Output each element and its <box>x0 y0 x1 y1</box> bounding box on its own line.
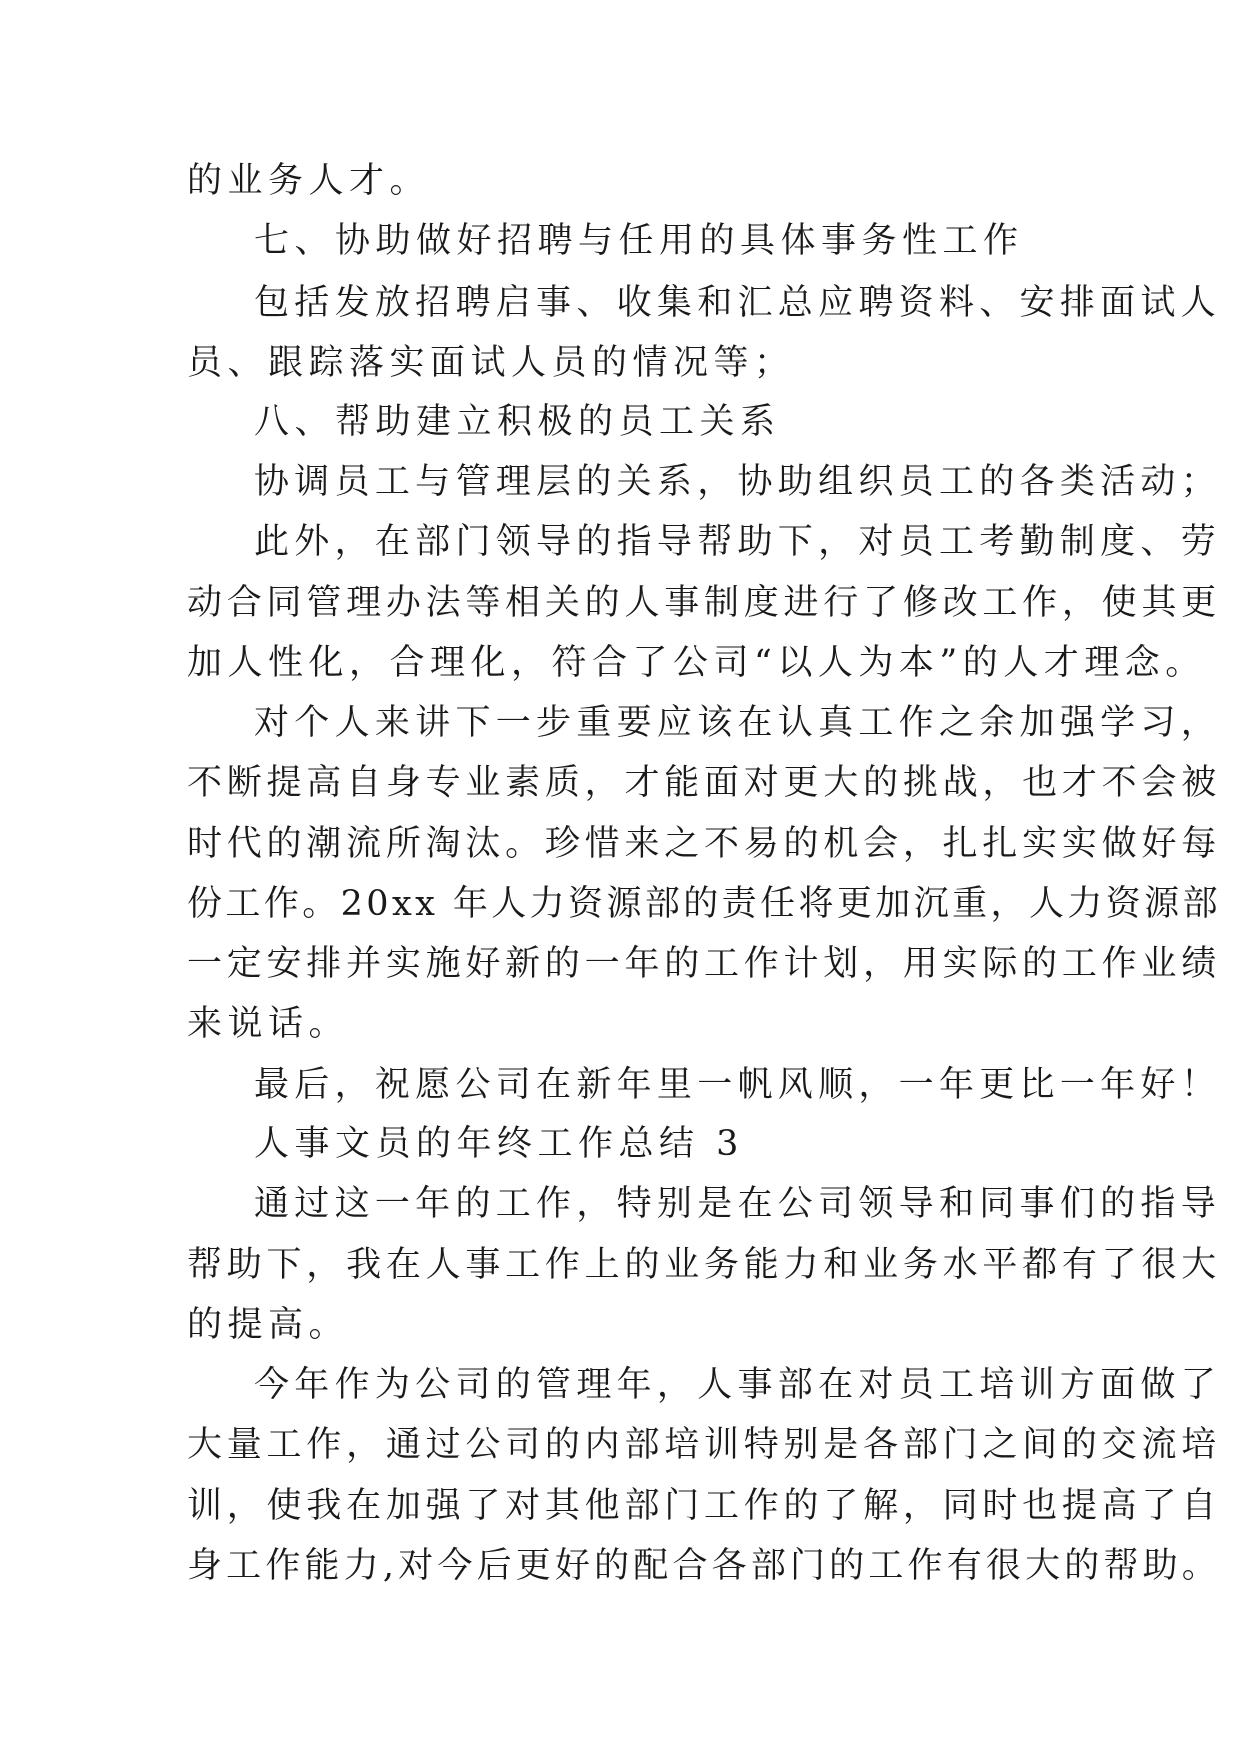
text-line: 训，使我在加强了对其他部门工作的了解，同时也提高了自 <box>187 1486 1221 1526</box>
text-line: 对个人来讲下一步重要应该在认真工作之余加强学习， <box>254 703 1221 743</box>
text-line: 大量工作，通过公司的内部培训特别是各部门之间的交流培 <box>187 1425 1221 1465</box>
text-line: 身工作能力,对今后更好的配合各部门的工作有很大的帮助。 <box>187 1546 1221 1586</box>
text-line: 不断提高自身专业素质，才能面对更大的挑战，也才不会被 <box>187 763 1221 803</box>
section-heading: 八、帮助建立积极的员工关系 <box>254 402 781 442</box>
text-line: 今年作为公司的管理年，人事部在对员工培训方面做了 <box>254 1365 1221 1405</box>
text-line: 的提高。 <box>187 1305 350 1345</box>
text-line: 加人性化，合理化，符合了公司“以人为本”的人才理念。 <box>187 643 1206 683</box>
text-line: 份工作。20xx 年人力资源部的责任将更加沉重，人力资源部 <box>187 884 1221 924</box>
text-line: 帮助下，我在人事工作上的业务能力和业务水平都有了很大 <box>187 1245 1221 1285</box>
text-line: 最后，祝愿公司在新年里一帆风顺，一年更比一年好！ <box>254 1065 1221 1105</box>
text-line: 此外，在部门领导的指导帮助下，对员工考勤制度、劳 <box>254 522 1221 562</box>
text-line: 员、跟踪落实面试人员的情况等； <box>187 343 795 383</box>
section-title: 人事文员的年终工作总结 3 <box>254 1124 744 1164</box>
text-line: 的业务人才。 <box>187 161 431 201</box>
text-line: 来说话。 <box>187 1004 350 1044</box>
text-line: 动合同管理办法等相关的人事制度进行了修改工作，使其更 <box>187 583 1221 623</box>
text-line: 时代的潮流所淘汰。珍惜来之不易的机会，扎扎实实做好每 <box>187 824 1221 864</box>
text-line: 通过这一年的工作，特别是在公司领导和同事们的指导 <box>254 1184 1221 1224</box>
section-heading: 七、协助做好招聘与任用的具体事务性工作 <box>254 221 1024 261</box>
text-line: 一定安排并实施好新的一年的工作计划，用实际的工作业绩 <box>187 944 1221 984</box>
text-line: 包括发放招聘启事、收集和汇总应聘资料、安排面试人 <box>254 283 1221 323</box>
text-line: 协调员工与管理层的关系，协助组织员工的各类活动； <box>254 462 1221 502</box>
